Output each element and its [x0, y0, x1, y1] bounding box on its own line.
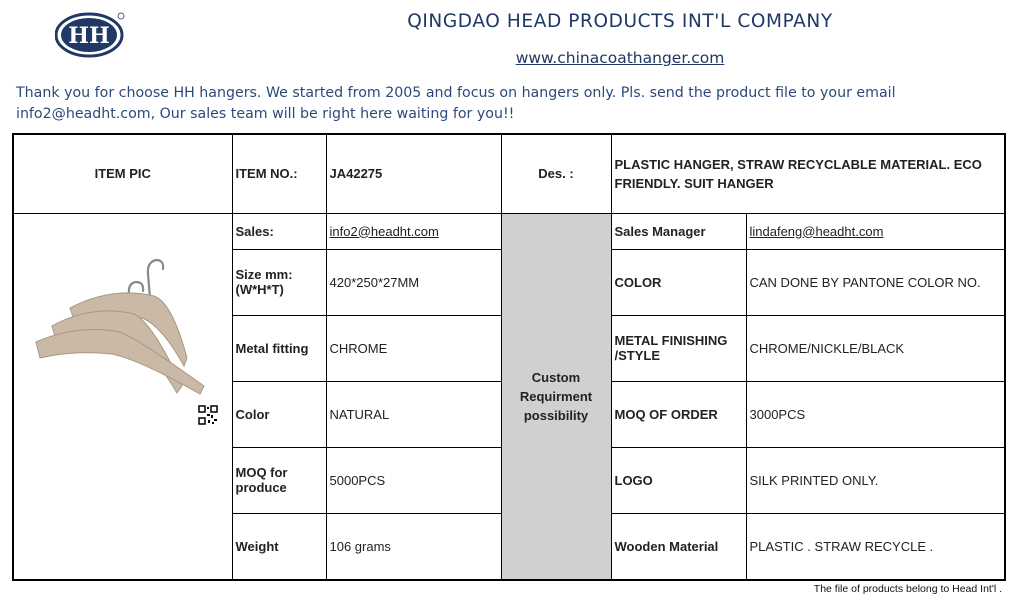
weight-value: 106 grams — [326, 513, 501, 580]
intro-line-1: Thank you for choose HH hangers. We started from 2005 and focus on hangers only. Pls. send the product file to your email — [16, 85, 896, 101]
item-picture-cell — [13, 213, 232, 580]
sales-email-link[interactable]: info2@headht.com — [326, 213, 501, 249]
color-label: Color — [232, 381, 326, 447]
moq-order-label: MOQ OF ORDER — [611, 381, 746, 447]
description-value: PLASTIC HANGER, STRAW RECYCLABLE MATERIAL. ECO FRIENDLY. SUIT HANGER — [611, 134, 1005, 213]
moq-order-value: 3000PCS — [746, 381, 1005, 447]
metal-finishing-label: METAL FINISHING /STYLE — [611, 315, 746, 381]
metal-finishing-value: CHROME/NICKLE/BLACK — [746, 315, 1005, 381]
intro-line-2: info2@headht.com, Our sales team will be right here waiting for you!! — [16, 106, 515, 122]
hanger-image — [22, 238, 222, 438]
color-option-label: COLOR — [611, 249, 746, 315]
intro-text — [16, 83, 1006, 125]
metal-fitting-value: CHROME — [326, 315, 501, 381]
header-row — [13, 134, 1005, 213]
logo-text: HH — [68, 23, 110, 49]
metal-fitting-label: Metal fitting — [232, 315, 326, 381]
moq-produce-label: MOQ for produce — [232, 447, 326, 513]
logo-label: LOGO — [611, 447, 746, 513]
hh-logo — [55, 12, 125, 58]
item-no-value: JA42275 — [326, 134, 501, 213]
size-value: 420*250*27MM — [326, 249, 501, 315]
material-value: PLASTIC . STRAW RECYCLE . — [746, 513, 1005, 580]
sales-manager-label: Sales Manager — [611, 213, 746, 249]
custom-requirement-cell: Custom Requirment possibility — [501, 213, 611, 580]
weight-label: Weight — [232, 513, 326, 580]
product-spec-table — [12, 133, 1006, 581]
company-name: QINGDAO HEAD PRODUCTS INT'L COMPANY — [407, 11, 833, 32]
sales-manager-email-link[interactable]: lindafeng@headht.com — [746, 213, 1005, 249]
material-label: Wooden Material — [611, 513, 746, 580]
qr-code-icon — [198, 405, 218, 425]
sales-label: Sales: — [232, 213, 326, 249]
des-label: Des. : — [501, 134, 611, 213]
moq-produce-value: 5000PCS — [326, 447, 501, 513]
item-no-label: ITEM NO.: — [232, 134, 326, 213]
logo-value: SILK PRINTED ONLY. — [746, 447, 1005, 513]
website-link[interactable]: www.chinacoathanger.com — [515, 49, 725, 67]
hook-1 — [148, 260, 163, 298]
size-label: Size mm: (W*H*T) — [232, 249, 326, 315]
color-value: NATURAL — [326, 381, 501, 447]
footer-note: The file of products belong to Head Int'l . — [813, 583, 1002, 595]
item-pic-label: ITEM PIC — [13, 134, 232, 213]
table-row — [13, 213, 1005, 249]
color-option-value: CAN DONE BY PANTONE COLOR NO. — [746, 249, 1005, 315]
